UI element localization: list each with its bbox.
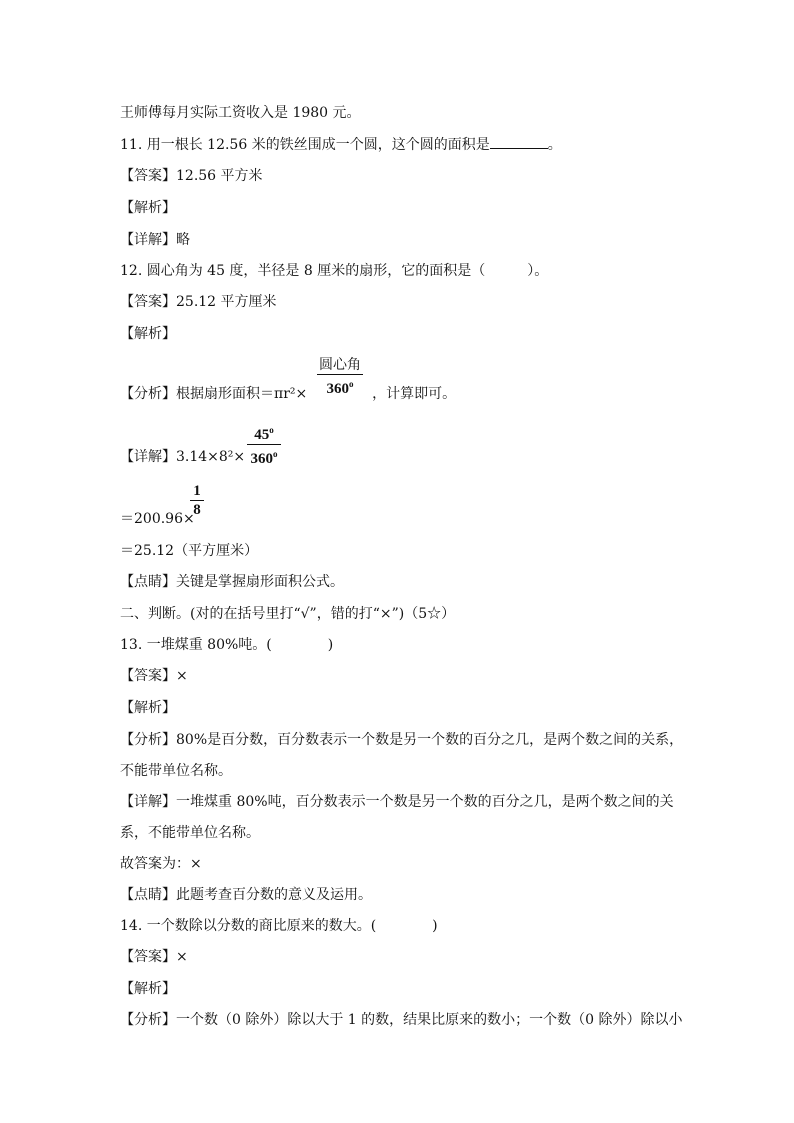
- fraction-1-over-8: [190, 482, 204, 519]
- fraction-numerator: 圆心角: [319, 357, 361, 373]
- question-13: 13. 一堆煤重 80%吨。( ): [120, 637, 334, 653]
- fraction-denominator: 360$^o$: [326, 379, 354, 397]
- q11-analysis: 【解析】: [120, 200, 176, 216]
- q13-answer: 【答案】×: [120, 668, 188, 684]
- q11-end: 。: [547, 137, 562, 153]
- q14-answer: 【答案】×: [120, 949, 188, 965]
- q11-detail: 【详解】略: [120, 232, 190, 248]
- question-14: 14. 一个数除以分数的商比原来的数大。( ): [120, 918, 438, 934]
- q11-text: 11. 用一根长 12.56 米的铁丝围成一个圆，这个圆的面积是: [120, 137, 490, 153]
- answer-blank: [490, 136, 548, 149]
- question-12: 12. 圆心角为 45 度，半径是 8 厘米的扇形，它的面积是（ ）。: [120, 263, 549, 279]
- q12-fenxi-text: 【分析】根据扇形面积＝πr²×: [120, 386, 308, 402]
- q13-fenxi-2: 不能带单位名称。: [120, 763, 232, 779]
- fraction-numerator: 45$^o$: [254, 425, 274, 443]
- section-2-heading: 二、判断。(对的在括号里打“√”，错的打“×”)（5☆）: [120, 606, 456, 622]
- q12-fenxi-end: ，计算即可。: [372, 386, 457, 402]
- q11-answer: 【答案】12.56 平方米: [120, 168, 263, 184]
- q14-fenxi: 【分析】一个数（0 除外）除以大于 1 的数，结果比原来的数小；一个数（0 除外）除以小: [120, 1012, 683, 1028]
- q13-analysis: 【解析】: [120, 700, 176, 716]
- q12-dianjing: 【点睛】关键是掌握扇形面积公式。: [120, 574, 344, 590]
- q12-answer: 【答案】25.12 平方厘米: [120, 294, 277, 310]
- q13-fenxi-1: 【分析】80%是百分数，百分数表示一个数是另一个数的百分之几，是两个数之间的关系，: [120, 732, 684, 748]
- fraction-denominator: 360$^o$: [250, 449, 278, 467]
- question-11: [120, 136, 562, 154]
- fraction-sector-formula: [317, 356, 363, 398]
- q12-step2: ＝200.96×: [120, 511, 195, 527]
- q12-detail-text: 【详解】3.14×8²×: [120, 449, 246, 465]
- q12-fenxi: [120, 385, 456, 403]
- q12-detail: [120, 448, 245, 466]
- q13-detail-1: 【详解】一堆煤重 80%吨，百分数表示一个数是另一个数的百分之几，是两个数之间的关: [120, 794, 674, 810]
- fraction-numerator: 1: [193, 483, 201, 499]
- line-l1: 王师傅每月实际工资收入是 1980 元。: [120, 105, 361, 121]
- fraction-denominator: 8: [193, 502, 201, 518]
- q13-conclusion: 故答案为：×: [120, 856, 202, 872]
- q12-step3: ＝25.12（平方厘米）: [120, 543, 259, 559]
- q14-analysis: 【解析】: [120, 981, 176, 997]
- q12-analysis: 【解析】: [120, 326, 176, 342]
- fraction-45-over-360: [247, 421, 281, 468]
- q13-detail-2: 系，不能带单位名称。: [120, 825, 260, 841]
- q13-dianjing: 【点睛】此题考查百分数的意义及运用。: [120, 887, 372, 903]
